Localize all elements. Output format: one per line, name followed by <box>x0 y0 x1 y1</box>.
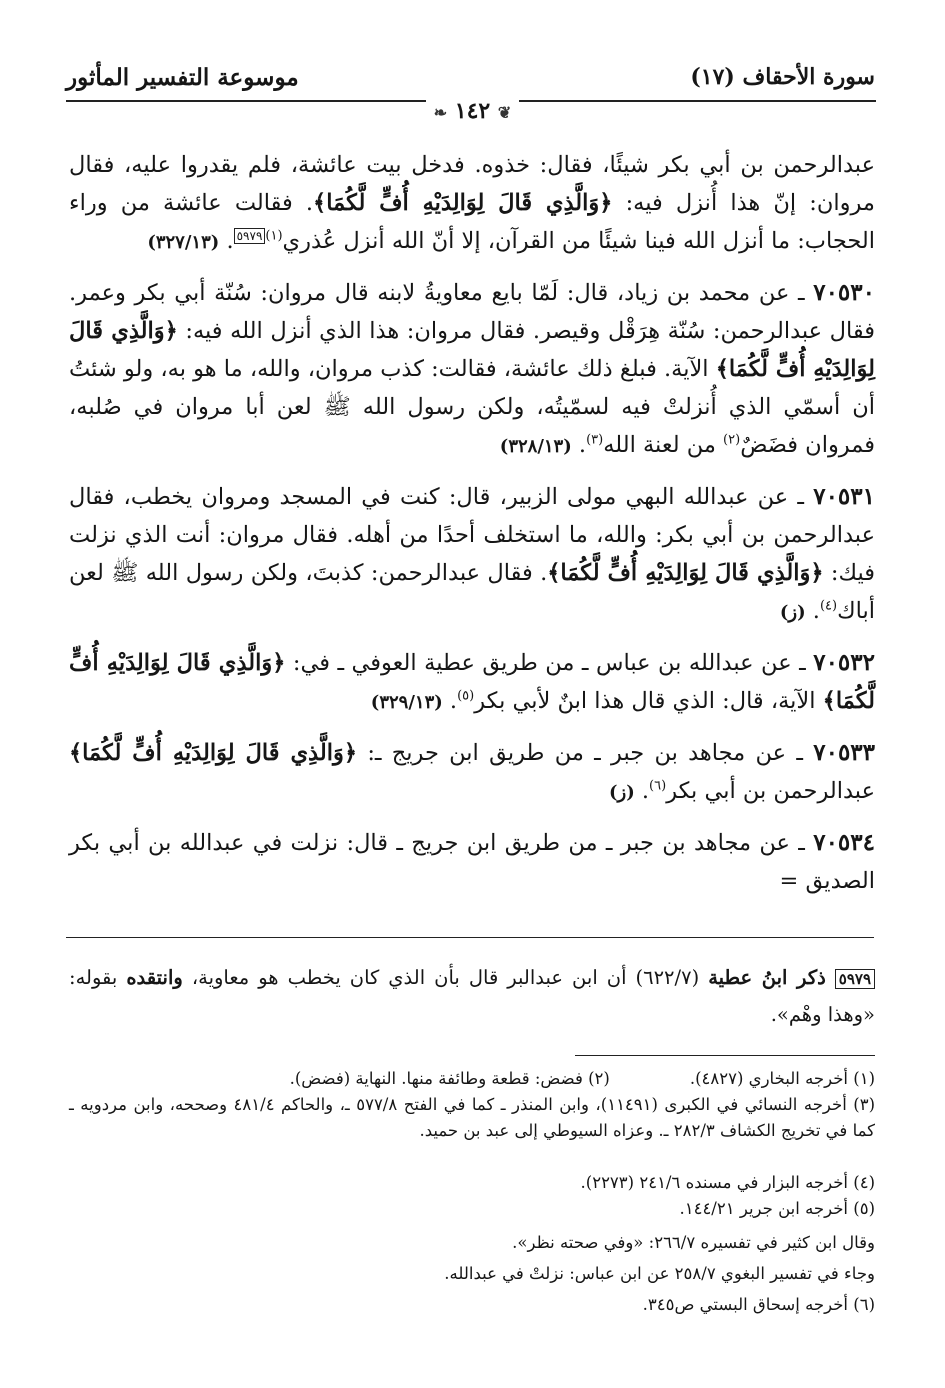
text: ـ عن عبدالله البهي مولى الزبير، قال: كنت في المسجد ومروان يخطب، فقال عبدالرحمن بن أبي بكر: والله، ما استخلف أحدًا من أهله. فقال مروان: أنت الذي نزلت فيك: <box>69 484 876 586</box>
narration-70530: ٧٠٥٣٠ ـ عن محمد بن زياد، قال: لَمّا بايع معاويةُ لابنه قال مروان: سُنّة أبي بكر وعمر. فقال عبدالرحمن: سُنّة هِرَقْل وقيصر. فقال مروان: هذا الذي أنزل الله فيه: ﴿وَالَّذِي قَالَ لِوَالِدَيْهِ أُفٍّ لَّكُمَا﴾ الآية. فبلغ ذلك عائشة، فقالت: كذب مروان، والله، ما هو به، ولو شئتُ أن أسمّي الذي أُنزلتْ فيه لسمّيتُه، ولكن رسول الله ﷺ لعن أبا مروان في صُلبه، فمروان فضَضٌ$^{(٢)}$ من لعنة الله$^{(٣)}$. (٣٢٨/١٣) <box>69 279 876 458</box>
footnote-mark: (٢) <box>723 432 741 448</box>
narration-number: ٧٠٥٣٤ <box>813 829 875 856</box>
text: من لعنة الله <box>603 432 724 458</box>
text: عبدالرحمن بن أبي بكر شيئًا، فقال: خذوه. فدخل بيت عائشة، فلم يقدروا عليه، <box>124 152 875 178</box>
narration-70532: ٧٠٥٣٢ ـ عن عبدالله بن عباس ـ من طريق عطية العوفي ـ في: ﴿وَالَّذِي قَالَ لِوَالِدَيْهِ أُفٍّ لَّكُمَا﴾ الآية، قال: الذي قال هذا ابنٌ لأبي بكر$^{(٥)}$. (٣٢٩/١٣) <box>69 649 875 714</box>
footnote-separator <box>575 1055 875 1056</box>
footnote-6: (٦) أخرجه إسحاق البستي ص٣٤٥. <box>642 1295 875 1314</box>
narration-number: ٧٠٥٣٢ <box>813 649 875 676</box>
volume-ref: (٣٢٨/١٣) <box>499 436 572 457</box>
commentary-separator <box>66 937 874 938</box>
book-title: موسوعة التفسير المأثور <box>66 64 299 91</box>
footnote-4: (٤) أخرجه البزار في مسنده ٢٤١/٦ (٢٢٧٣). <box>580 1173 875 1192</box>
footnote-5-note: وجاء في تفسير البغوي ٢٥٨/٧ عن ابن عباس: نزلتْ في عبدالله. <box>444 1264 875 1283</box>
commentary-tag: ٥٩٧٩ <box>835 969 875 989</box>
narration-number: ٧٠٥٣٣ <box>813 739 876 766</box>
surah-title: سورة الأحقاف (١٧) <box>690 64 875 90</box>
text: ـ عن مجاهد بن جبر ـ من طريق ابن جريج ـ قال: نزلت في عبدالله بن أبي بكر الصديق = <box>69 830 875 894</box>
text: فقال مروان: إنّ هذا أُنزل فيه: <box>69 152 875 216</box>
footnote-1: (١) أخرجه البخاري (٤٨٢٧). <box>689 1069 875 1088</box>
quran-verse: ﴿وَالَّذِي قَالَ لِوَالِدَيْهِ أُفٍّ لَّكُمَا﴾ <box>313 190 613 216</box>
commentary-mark: ٥٩٧٩ <box>234 228 266 244</box>
footnote-mark: (١) <box>265 228 283 244</box>
text: ـ عن عبدالله بن عباس ـ من طريق عطية العوفي ـ في: <box>285 650 814 676</box>
narration-number: ٧٠٥٣٠ <box>813 279 875 306</box>
volume-ref: (٣٢٩/١٣) <box>370 692 443 713</box>
quran-verse: ﴿وَالَّذِي قَالَ لِوَالِدَيْهِ أُفٍّ لَّكُمَا﴾ <box>69 650 875 714</box>
text: ـ عن محمد بن زياد، قال: لَمّا بايع معاويةُ لابنه قال مروان: سُنّة أبي بكر وعمر. فقال عبدالرحمن: سُنّة هِرَقْل وقيصر. فقال مروان: هذا الذي أنزل الله فيه: <box>69 280 876 344</box>
quran-verse: ﴿وَالَّذِي قَالَ لِوَالِدَيْهِ أُفٍّ لَّكُمَا﴾ <box>547 560 824 586</box>
text: عبدالرحمن بن أبي بكر <box>666 778 875 804</box>
quran-verse: ﴿وَالَّذِي قَالَ لِوَالِدَيْهِ أُفٍّ لَّكُمَا﴾ <box>69 740 358 766</box>
text: ـ عن مجاهد بن جبر ـ من طريق ابن جريج ـ: <box>357 740 814 766</box>
text: الآية. فبلغ ذلك عائشة، فقالت: كذب مروان، والله، ما هو به، ولو شئتُ أن أسمّي الذي أُنزلتْ فيه لسمّيتُه، ولكن رسول الله ﷺ لعن أبا مروان في صُلبه، فمروان فضَضٌ <box>69 356 875 458</box>
footnote-5: (٥) أخرجه ابن جرير ١٤٤/٢١. <box>679 1199 875 1218</box>
paragraph-continued: عبدالرحمن بن أبي بكر شيئًا، فقال: خذوه. فدخل بيت عائشة، فلم يقدروا عليه، فقال مروان: إنّ هذا أُنزل فيه: ﴿وَالَّذِي قَالَ لِوَالِدَيْهِ أُفٍّ لَّكُمَا﴾. فقالت عائشة من وراء الحجاب: ما أنزل الله فينا شيئًا من القرآن، إلا أنّ الله أنزل عُذري$^{(١)٥٩٧٩}$. (٣٢٧/١٣) <box>69 152 875 254</box>
narration-70534 <box>69 824 875 900</box>
page-number-bar <box>0 98 945 124</box>
page-number: ١٤٢ <box>454 98 491 124</box>
ornament-icon: ❧ <box>433 103 448 122</box>
footnote-3: (٣) أخرجه النسائي في الكبرى (١١٤٩١)، وابن المنذر ـ كما في الفتح ٥٧٧/٨ ـ، والحاكم ٤٨١/٤ وصححه، وابن مردويه ـ كما في تخريج الكشاف ٢٨٢/٣ ـ. وعزاه السيوطي إلى عبد بن حميد. <box>69 1095 875 1140</box>
volume-ref: (ز) <box>609 782 635 803</box>
text: . فقال عبدالرحمن: كذبتَ، ولكن رسول الله ﷺ لعن أباك <box>69 560 875 624</box>
narration-number: ٧٠٥٣١ <box>813 483 875 510</box>
footnote-row <box>69 1066 875 1092</box>
footnote-mark: (٤) <box>819 598 838 614</box>
footnote-5-note: وقال ابن كثير في تفسيره ٢٦٦/٧: «وفي صحته نظر». <box>512 1233 875 1252</box>
text-bold: وانتقده <box>126 966 183 989</box>
volume-ref: (٣٢٧/١٣) <box>147 232 220 253</box>
footnote-2: (٢) فضض: قطعة وطائفة منها. النهاية (فضض). <box>289 1069 610 1088</box>
commentary-note <box>69 960 875 1032</box>
text: . فقالت عائشة من وراء <box>69 190 314 216</box>
text: بقوله: «وهذا وهْم». <box>69 966 875 1026</box>
footnote-mark: (٦) <box>649 778 667 794</box>
footnote-mark: (٣) <box>586 432 604 448</box>
narration-70531: ٧٠٥٣١ ـ عن عبدالله البهي مولى الزبير، قال: كنت في المسجد ومروان يخطب، فقال عبدالرحمن بن أبي بكر: والله، ما استخلف أحدًا من أهله. فقال مروان: أنت الذي نزلت فيك: ﴿وَالَّذِي قَالَ لِوَالِدَيْهِ أُفٍّ لَّكُمَا﴾. فقال عبدالرحمن: كذبتَ، ولكن رسول الله ﷺ لعن أباك$^{(٤)}$. (ز) <box>69 483 876 624</box>
footnote-mark: (٥) <box>457 688 475 704</box>
ornament-icon: ❦ <box>497 103 512 122</box>
text: (٦٢٢/٧) أن ابن عبدالبر قال بأن الذي كان يخطب هو معاوية، <box>191 966 709 989</box>
narration-70533: ٧٠٥٣٣ ـ عن مجاهد بن جبر ـ من طريق ابن جريج ـ: ﴿وَالَّذِي قَالَ لِوَالِدَيْهِ أُفٍّ لَّكُمَا﴾ عبدالرحمن بن أبي بكر$^{(٦)}$. (ز) <box>69 739 876 804</box>
volume-ref: (ز) <box>779 602 806 623</box>
text-bold: ذكر ابنُ عطية <box>708 966 826 989</box>
text: الآية، قال: الذي قال هذا ابنٌ لأبي بكر <box>474 688 823 714</box>
quran-verse: ﴿وَالَّذِي قَالَ لِوَالِدَيْهِ أُفٍّ لَّكُمَا﴾ <box>69 318 875 382</box>
text: الحجاب: ما أنزل الله فينا شيئًا من القرآن، إلا أنّ الله أنزل عُذري <box>282 228 875 254</box>
main-text <box>69 146 875 912</box>
